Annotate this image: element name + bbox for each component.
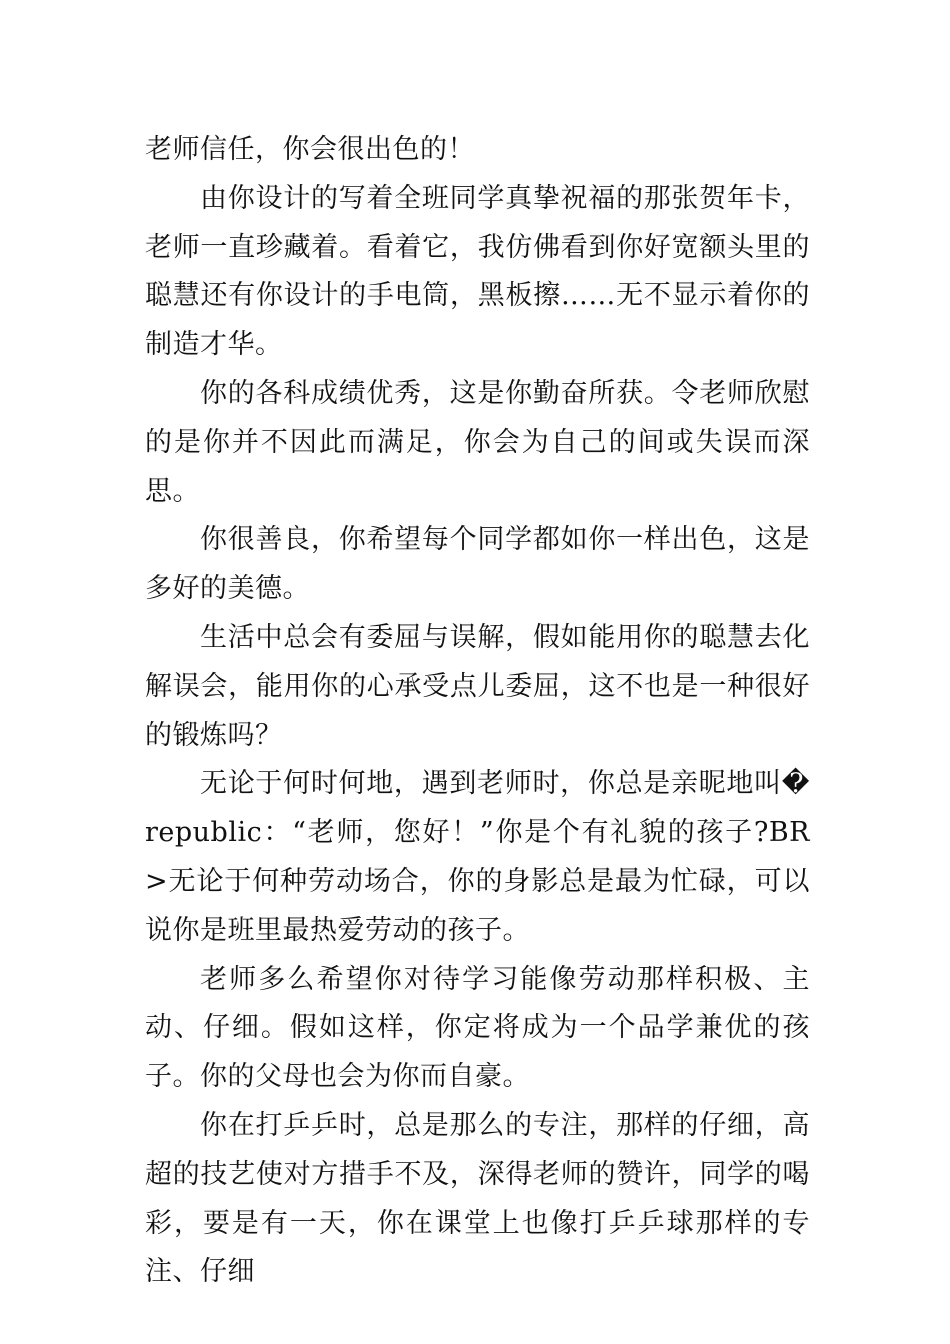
paragraph-3: 你的各科成绩优秀，这是你勤奋所获。令老师欣慰的是你并不因此而满足，你会为自己的间或失误而深思。 xyxy=(145,377,810,507)
paragraph-6: 无论于何时何地，遇到老师时，你总是亲昵地叫�republic：“老师，您好！”你是个有礼貌的孩子?BR>无论于何种劳动场合，你的身影总是最为忙碌，可以说你是班里最热爱劳动的孩子。 xyxy=(145,768,810,946)
paragraph-5: 生活中总会有委屈与误解，假如能用你的聪慧去化解误会，能用你的心承受点儿委屈，这不也是一种很好的锻炼吗？ xyxy=(145,621,810,751)
paragraph-2: 由你设计的写着全班同学真挚祝福的那张贺年卡，老师一直珍藏着。看着它，我仿佛看到你好宽额头里的聪慧还有你设计的手电筒，黑板擦……无不显示着你的制造才华。 xyxy=(145,182,810,361)
paragraph-4: 你很善良，你希望每个同学都如你一样出色，这是多好的美德。 xyxy=(145,524,810,605)
document-body xyxy=(145,126,810,1297)
paragraph-7: 老师多么希望你对待学习能像劳动那样积极、主动、仔细。假如这样，你定将成为一个品学兼优的孩子。你的父母也会为你而自豪。 xyxy=(145,963,810,1093)
paragraph-1: 老师信任，你会很出色的！ xyxy=(145,134,475,165)
paragraph-8: 你在打乒乒时，总是那么的专注，那样的仔细，高超的技艺使对方措手不及，深得老师的赞许，同学的喝彩，要是有一天，你在课堂上也像打乒乒球那样的专注、仔细 xyxy=(145,1109,810,1288)
